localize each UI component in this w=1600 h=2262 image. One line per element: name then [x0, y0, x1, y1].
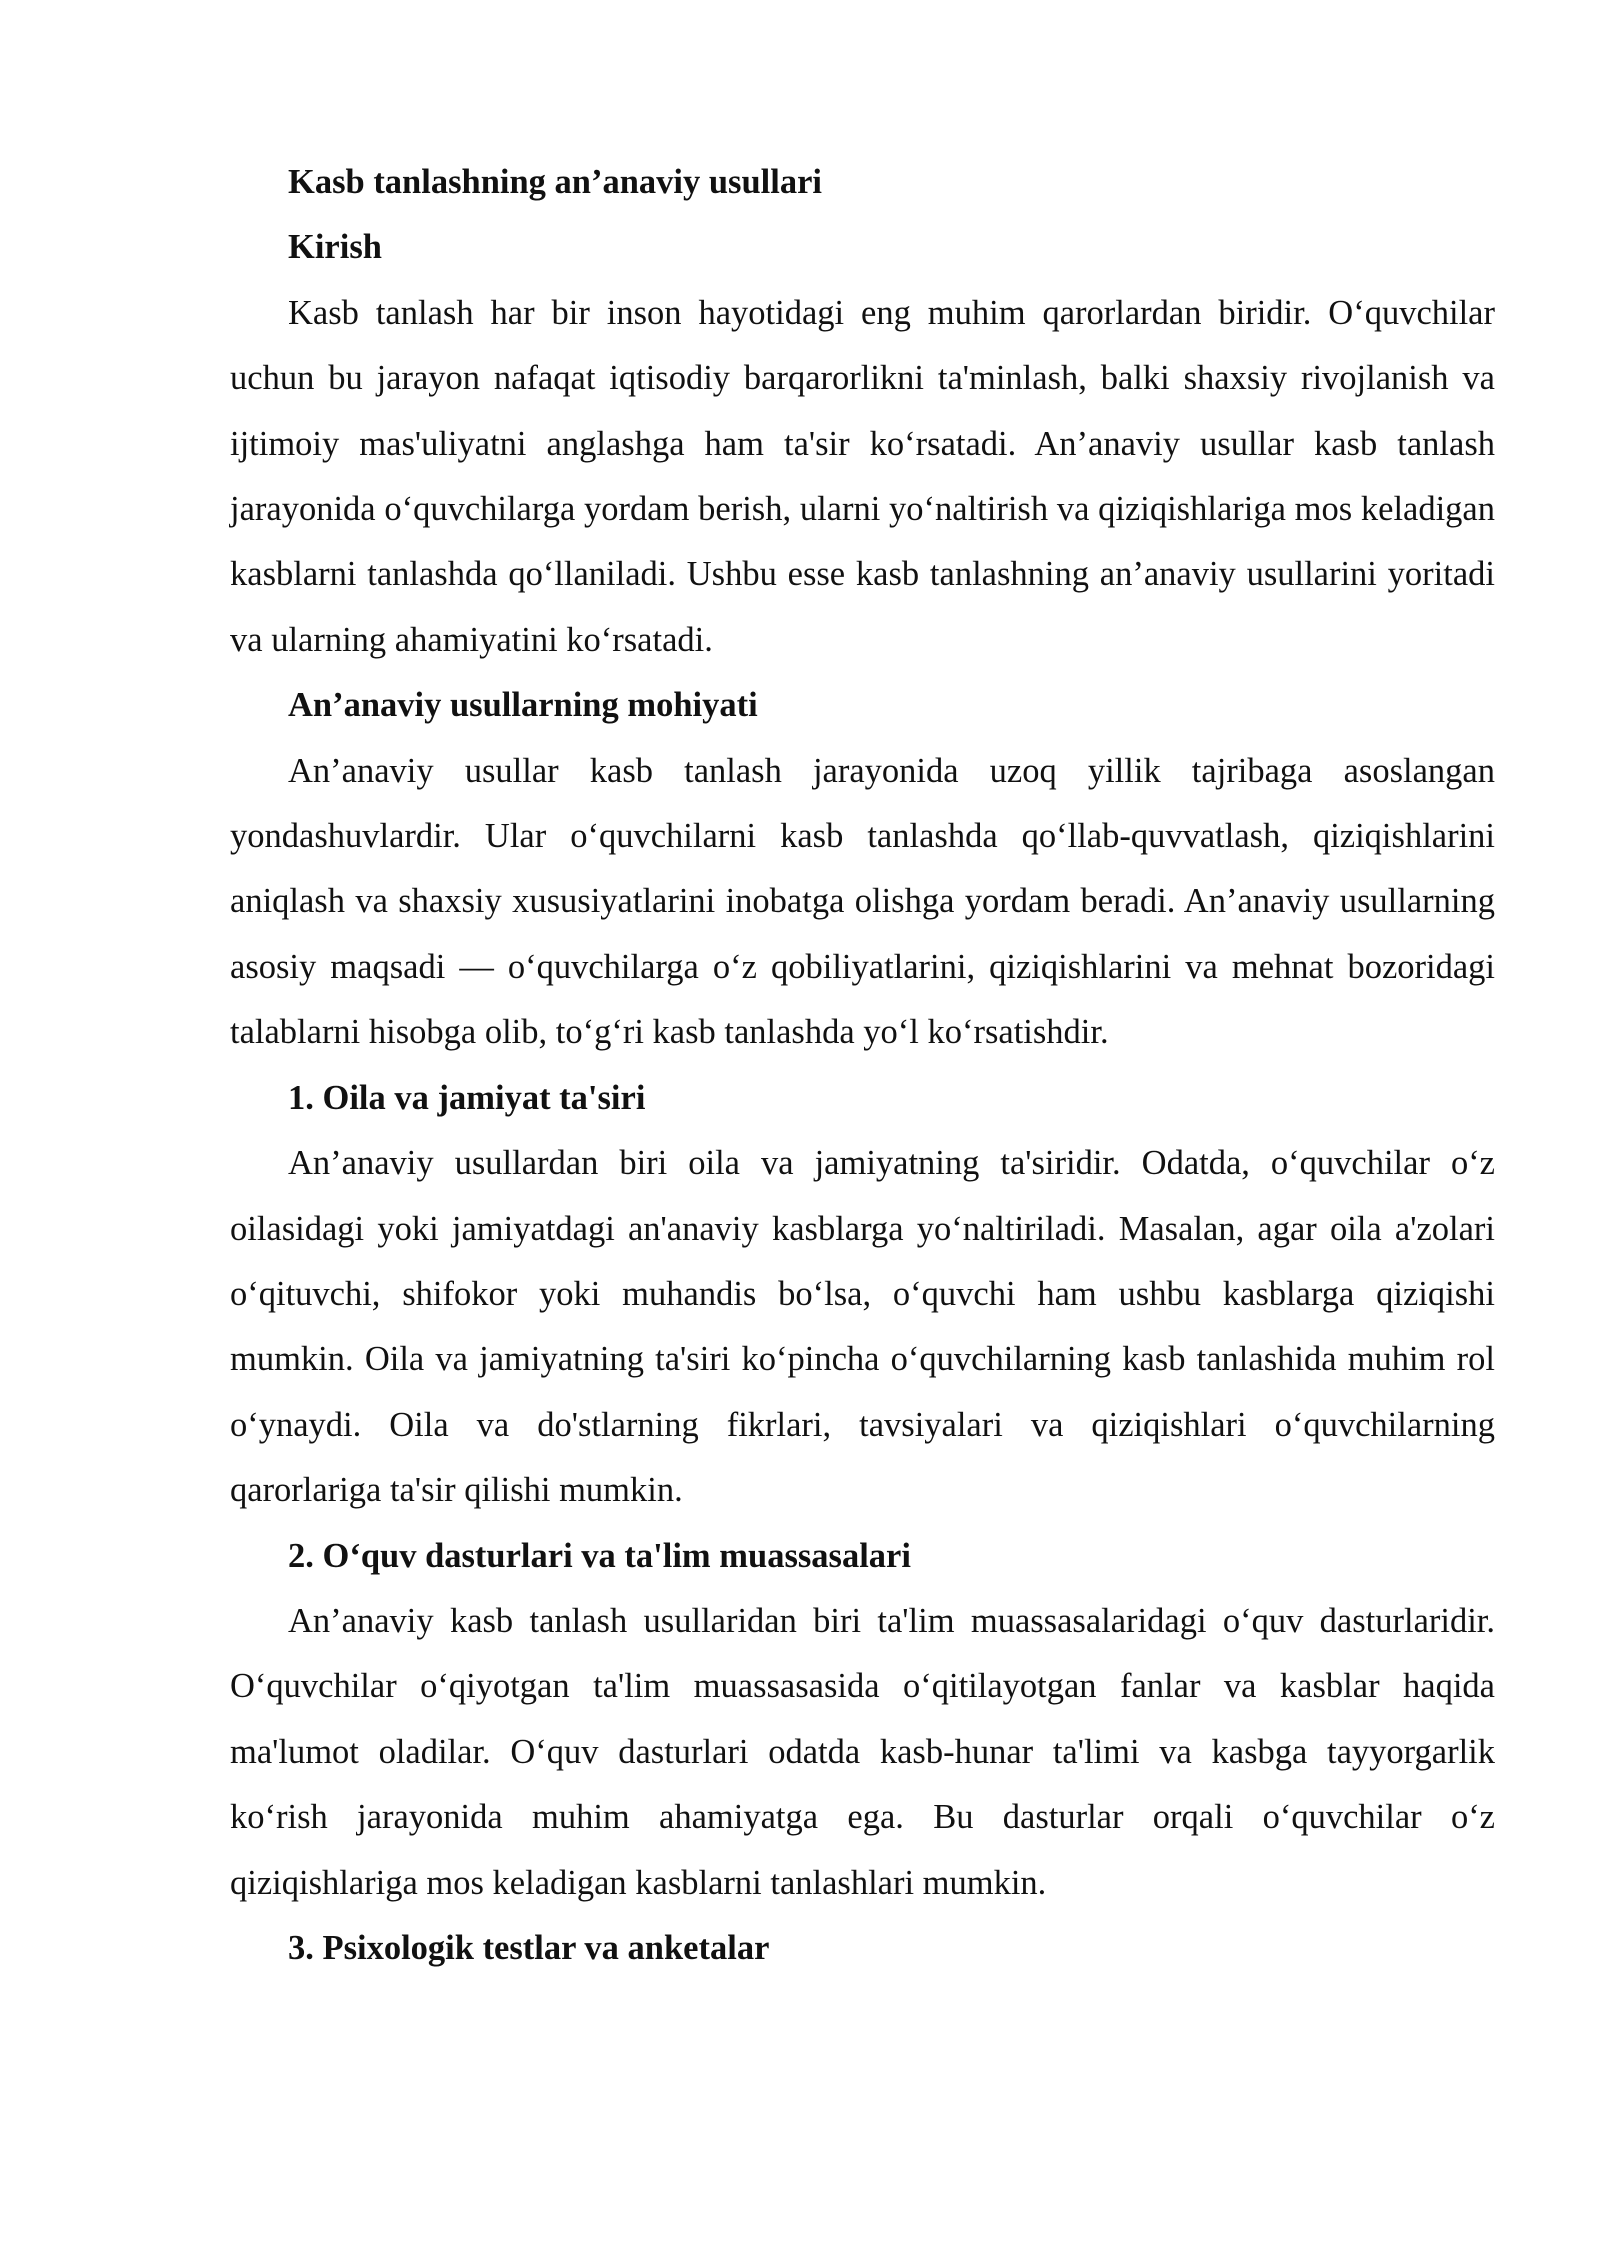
- document-page: [230, 150, 1495, 1981]
- section-heading-psixologik-testlar: 3. Psixologik testlar va anketalar: [288, 1928, 770, 1967]
- document-title: Kasb tanlashning an’anaviy usullari: [288, 163, 822, 201]
- section-heading-oquv-dasturlari: 2. O‘quv dasturlari va ta'lim muassasalari: [288, 1536, 911, 1575]
- section-paragraph-kirish: Kasb tanlash har bir inson hayotidagi eng muhim qarorlardan biridir. O‘quvchilar uchun bu jarayon nafaqat iqtisodiy barqarorlikni ta'minlash, balki shaxsiy rivojlanish va ijtimoiy mas'uliyatni anglashga ham ta'sir ko‘rsatadi. An’anaviy usullar kasb tanlash jarayonida o‘quvchilarga yordam berish, ularni yo‘naltirish va qiziqishlariga mos keladigan kasblarni tanlashda qo‘llaniladi. Ushbu esse kasb tanlashning an’anaviy usullarini yoritadi va ularning ahamiyatini ko‘rsatadi.: [230, 293, 1495, 659]
- section-heading-oila: 1. Oila va jamiyat ta'siri: [288, 1078, 646, 1117]
- section-paragraph-mohiyati: An’anaviy usullar kasb tanlash jarayonida uzoq yillik tajribaga asoslangan yondashuvlardir. Ular o‘quvchilarni kasb tanlashda qo‘llab-quvvatlash, qiziqishlarini aniqlash va shaxsiy xususiyatlarini inobatga olishga yordam beradi. An’anaviy usullarning asosiy maqsadi — o‘quvchilarga o‘z qobiliyatlarini, qiziqishlarini va mehnat bozoridagi talablarni hisobga olib, to‘g‘ri kasb tanlashda yo‘l ko‘rsatishdir.: [230, 751, 1495, 1052]
- section-paragraph-oila: An’anaviy usullardan biri oila va jamiyatning ta'siridir. Odatda, o‘quvchilar o‘z oilasidagi yoki jamiyatdagi an'anaviy kasblarga yo‘naltiriladi. Masalan, agar oila a'zolari o‘qituvchi, shifokor yoki muhandis bo‘lsa, o‘quvchi ham ushbu kasblarga qiziqishi mumkin. Oila va jamiyatning ta'siri ko‘pincha o‘quvchilarning kasb tanlashida muhim rol o‘ynaydi. Oila va do'stlarning fikrlari, tavsiyalari va qiziqishlari o‘quvchilarning qarorlariga ta'sir qilishi mumkin.: [230, 1144, 1495, 1510]
- section-paragraph-oquv-dasturlari: An’anaviy kasb tanlash usullaridan biri ta'lim muassasalaridagi o‘quv dasturlaridir. O‘quvchilar o‘qiyotgan ta'lim muassasasida o‘qitilayotgan fanlar va kasblar haqida ma'lumot oladilar. O‘quv dasturlari odatda kasb-hunar ta'limi va kasbga tayyorgarlik ko‘rish jarayonida muhim ahamiyatga ega. Bu dasturlar orqali o‘quvchilar o‘z qiziqishlariga mos keladigan kasblarni tanlashlari mumkin.: [230, 1601, 1495, 1902]
- section-heading-kirish: Kirish: [288, 228, 382, 267]
- section-heading-mohiyati: An’anaviy usullarning mohiyati: [288, 686, 758, 725]
